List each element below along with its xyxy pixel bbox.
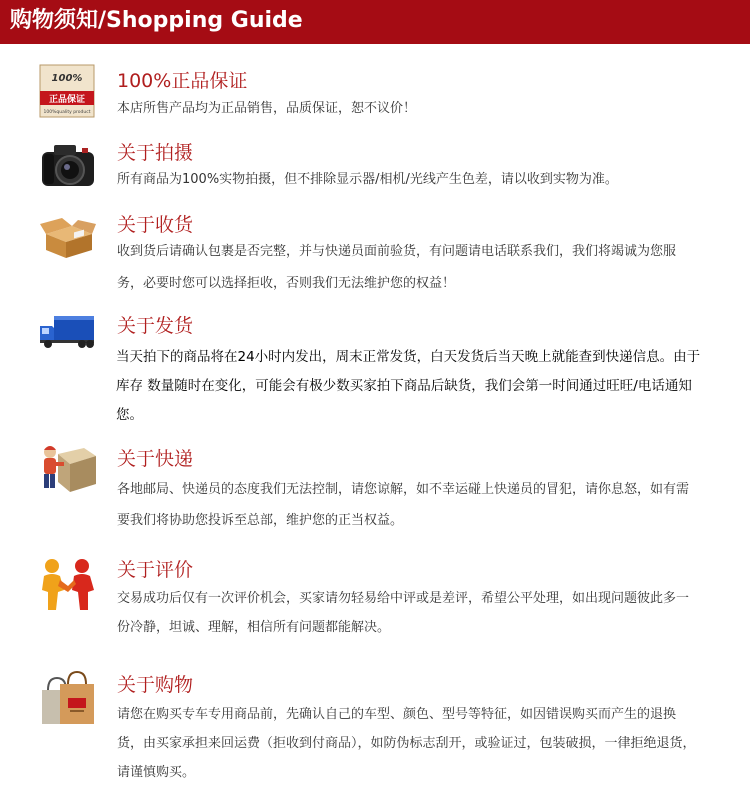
section-title: 关于快递 xyxy=(117,448,194,470)
truck-icon xyxy=(38,310,98,368)
badge-line2: 正品保证 xyxy=(48,95,86,105)
section-text: 请您在购买专车专用商品前，先确认自己的车型、颜色、型号等特征，如因错误购买而产生的退换货，由买家承担来回运费（拒收到付商品），如防伪标志刮开，或验证过，包装破损，一律拒绝退货，请谨慎购买。 xyxy=(117,707,696,780)
section-text: 收到货后请确认包裹是否完整，并与快递员面前验货，有问题请电话联系我们，我们将竭诚为您服务，必要时您可以选择拒收，否则我们无法维护您的权益！ xyxy=(117,244,677,291)
delivery-person-icon xyxy=(38,440,98,498)
section-title: 关于购物 xyxy=(117,674,194,696)
package-icon xyxy=(38,212,98,270)
section-title: 关于收货 xyxy=(117,214,194,236)
section-title: 关于拍摄 xyxy=(117,142,194,164)
section-title: 关于评价 xyxy=(117,559,194,581)
section-text: 当天拍下的商品将在24小时内发出，周末正常发货，白天发货后当天晚上就能查到快递信息。由于库存 数量随时在变化，可能会有极少数买家拍下商品后缺货，我们会第一时间通过旺旺/电话通知您。 xyxy=(116,349,701,423)
section-text: 所有商品为100%实物拍摄，但不排除显示器/相机/光线产生色差，请以收到实物为准。 xyxy=(117,172,618,187)
quality-badge-icon xyxy=(38,63,98,121)
section-text: 交易成功后仅有一次评价机会，买家请勿轻易给中评或是差评，希望公平处理，如出现问题彼此多一份冷静，坦诚、理解，相信所有问题都能解决。 xyxy=(117,591,690,635)
section-text: 本店所售产品均为正品销售，品质保证，恕不议价！ xyxy=(117,101,417,116)
badge-line1: 100% xyxy=(51,73,83,84)
section-title: 关于发货 xyxy=(117,315,194,337)
page-title: 购物须知/Shopping Guide xyxy=(10,8,303,33)
handshake-icon xyxy=(38,556,98,614)
section-title: 100%正品保证 xyxy=(117,70,248,92)
header-bar xyxy=(0,0,750,44)
section-text: 各地邮局、快递员的态度我们无法控制，请您谅解，如不幸运碰上快递员的冒犯，请你息怒，如有需要我们将协助您投诉至总部，维护您的正当权益。 xyxy=(117,482,690,528)
camera-icon xyxy=(38,140,98,198)
badge-line3: 100%quality product xyxy=(43,110,91,115)
shopping-bag-icon xyxy=(38,670,98,728)
